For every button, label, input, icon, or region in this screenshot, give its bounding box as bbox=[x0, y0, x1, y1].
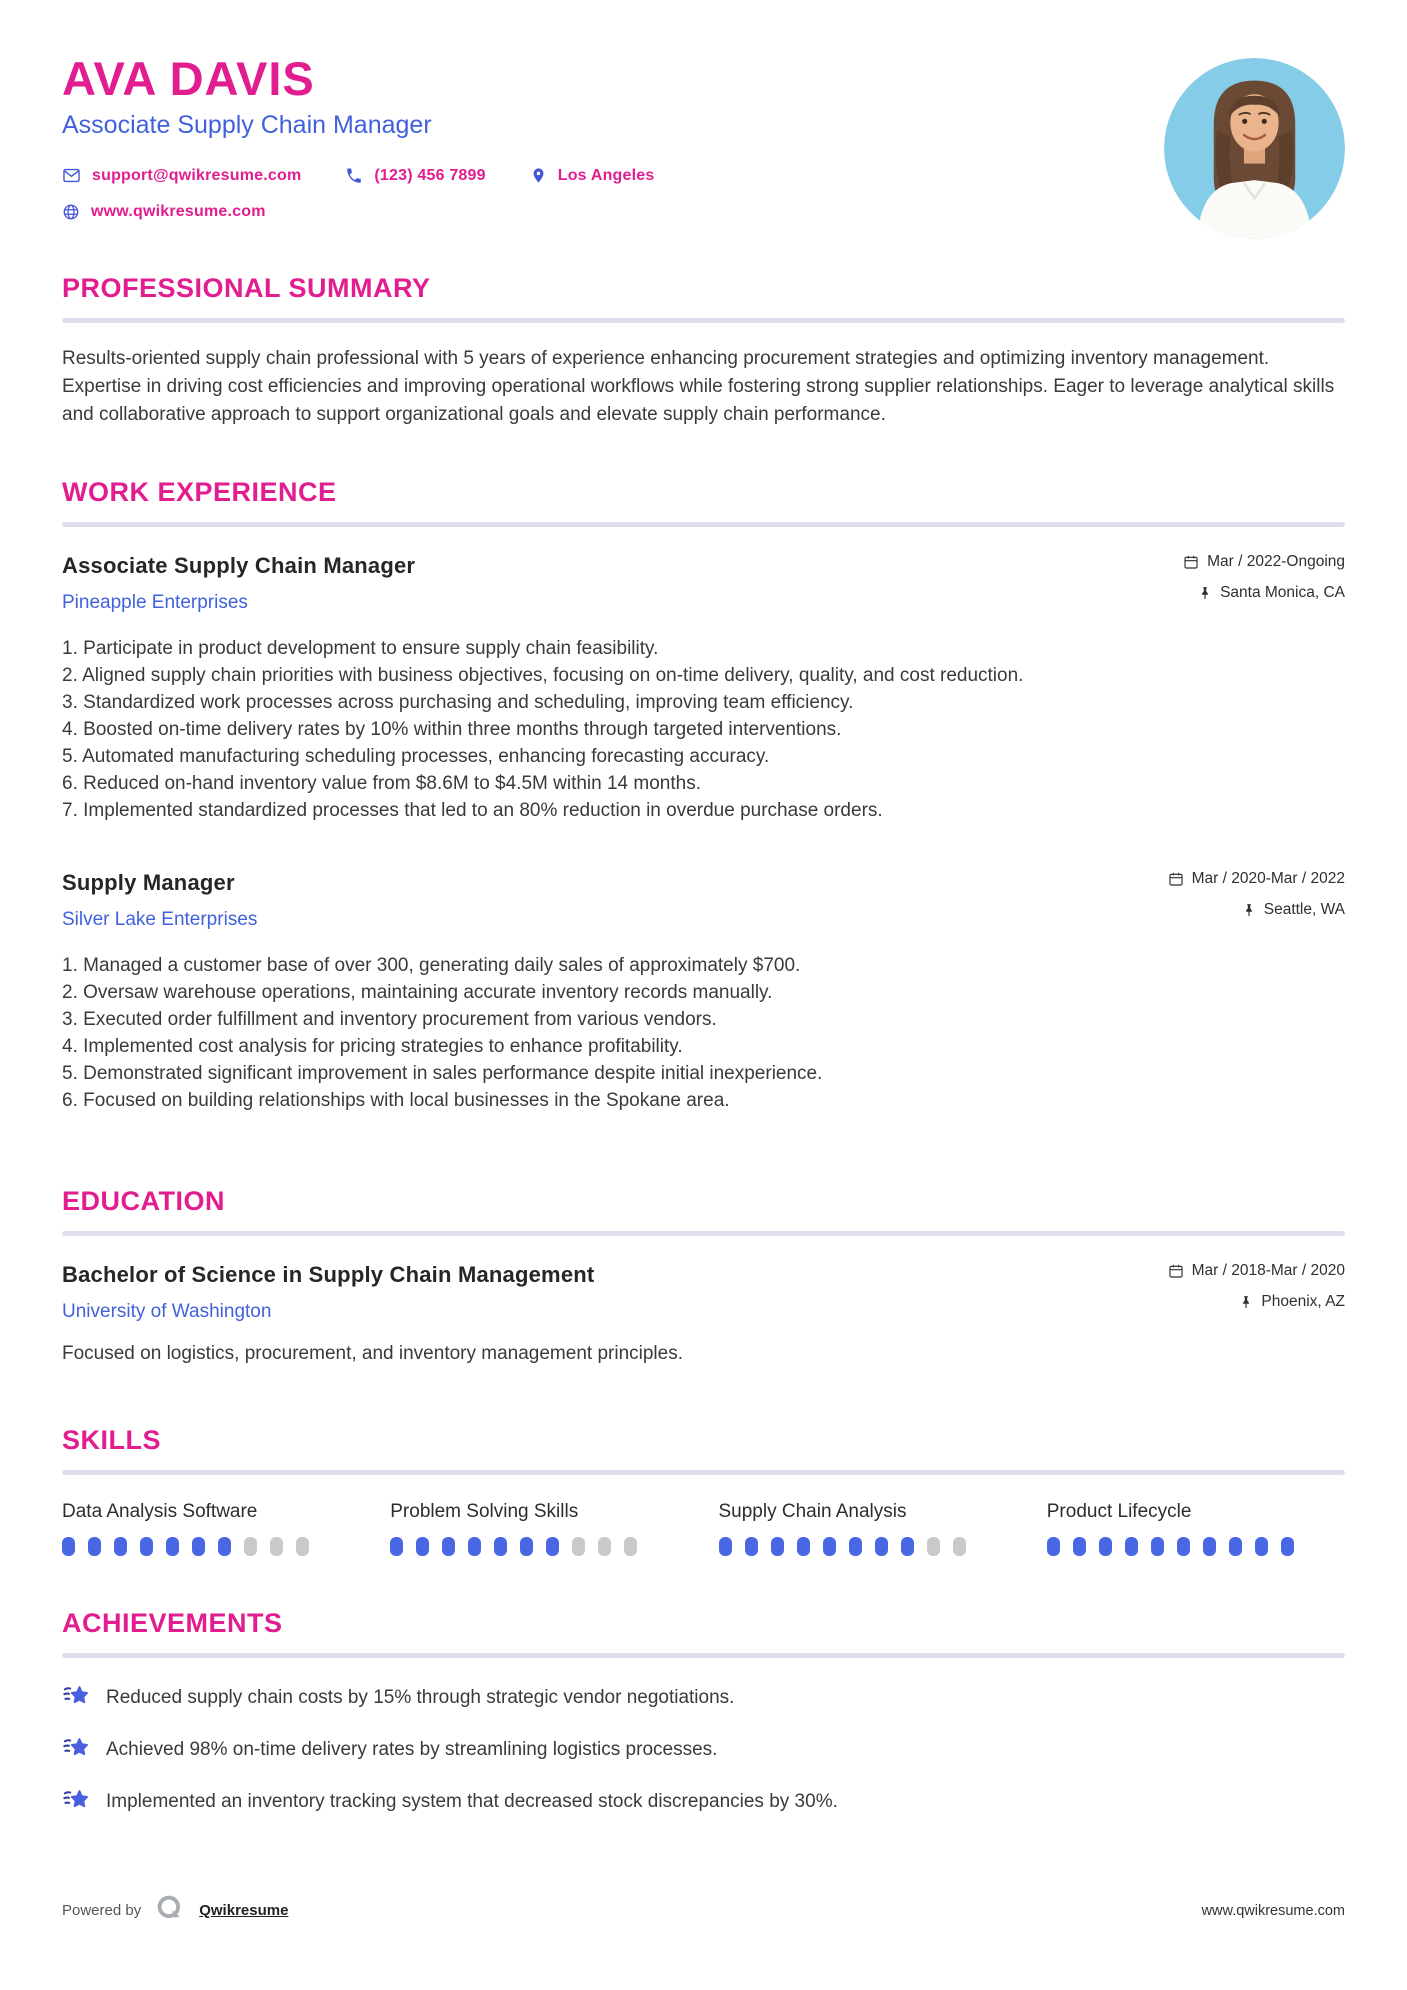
section-work-experience bbox=[62, 477, 1345, 1114]
phone-icon bbox=[345, 167, 363, 185]
achievement-item bbox=[62, 1734, 1345, 1766]
achievement-text: Achieved 98% on-time delivery rates by streamlining logistics processes. bbox=[106, 1739, 718, 1761]
rating-dot-filled bbox=[468, 1537, 481, 1556]
email-text: support@qwikresume.com bbox=[92, 166, 302, 184]
rating-dot-filled bbox=[1151, 1537, 1164, 1556]
education-entry bbox=[62, 1262, 1345, 1365]
rating-dot-empty bbox=[296, 1537, 309, 1556]
rating-dot-filled bbox=[114, 1537, 127, 1556]
job-entry bbox=[62, 553, 1345, 824]
map-pin-icon bbox=[530, 167, 547, 184]
calendar-icon bbox=[1168, 871, 1184, 887]
page-footer bbox=[62, 1893, 1345, 1928]
skill-rating bbox=[62, 1537, 360, 1556]
rating-dot-filled bbox=[88, 1537, 101, 1556]
job-point: Focused on building relationships with local businesses in the Spokane area. bbox=[83, 1090, 730, 1112]
candidate-name: AVA DAVIS bbox=[62, 52, 315, 105]
job-location: Santa Monica, CA bbox=[1183, 584, 1345, 602]
skills-grid bbox=[62, 1501, 1345, 1556]
envelope-icon bbox=[62, 166, 81, 185]
rating-dot-empty bbox=[624, 1537, 637, 1556]
achievement-text: Reduced supply chain costs by 15% through strategic vendor negotiations. bbox=[106, 1687, 735, 1709]
rating-dot-filled bbox=[1229, 1537, 1242, 1556]
section-heading-achievements: ACHIEVEMENTS bbox=[62, 1608, 283, 1639]
skill-rating bbox=[1047, 1537, 1345, 1556]
location-contact bbox=[530, 167, 655, 185]
location-text: Los Angeles bbox=[557, 166, 655, 184]
shooting-star-icon bbox=[62, 1682, 89, 1714]
rating-dot-filled bbox=[442, 1537, 455, 1556]
job-company: Silver Lake Enterprises bbox=[62, 909, 258, 931]
rating-dot-filled bbox=[1047, 1537, 1060, 1556]
rating-dot-filled bbox=[62, 1537, 75, 1556]
rating-dot-empty bbox=[927, 1537, 940, 1556]
phone-text: (123) 456 7899 bbox=[374, 166, 486, 184]
job-location: Seattle, WA bbox=[1168, 901, 1345, 919]
calendar-icon bbox=[1168, 1263, 1184, 1279]
rating-dot-filled bbox=[494, 1537, 507, 1556]
rating-dot-filled bbox=[192, 1537, 205, 1556]
candidate-job-title: Associate Supply Chain Manager bbox=[62, 111, 432, 140]
shooting-star-icon bbox=[62, 1734, 89, 1766]
job-point: Boosted on-time delivery rates by 10% within three months through targeted interventions. bbox=[83, 719, 842, 741]
section-education bbox=[62, 1186, 1345, 1365]
rating-dot-filled bbox=[719, 1537, 732, 1556]
rating-dot-empty bbox=[953, 1537, 966, 1556]
job-points-list bbox=[62, 952, 1345, 1114]
contact-row-1 bbox=[62, 166, 1345, 185]
section-heading-professional-summary: PROFESSIONAL SUMMARY bbox=[62, 273, 431, 304]
education-description: Focused on logistics, procurement, and inventory management principles. bbox=[62, 1343, 683, 1365]
rating-dot-filled bbox=[218, 1537, 231, 1556]
rating-dot-filled bbox=[875, 1537, 888, 1556]
rating-dot-filled bbox=[416, 1537, 429, 1556]
email-contact[interactable] bbox=[62, 166, 301, 185]
rating-dot-empty bbox=[244, 1537, 257, 1556]
website-text: www.qwikresume.com bbox=[91, 203, 266, 221]
skill-rating bbox=[719, 1537, 1017, 1556]
degree-title: Bachelor of Science in Supply Chain Management bbox=[62, 1262, 595, 1288]
rating-dot-filled bbox=[1099, 1537, 1112, 1556]
job-point: Reduced on-hand inventory value from $8.6M to $4.5M within 14 months. bbox=[83, 773, 701, 795]
job-point: Executed order fulfillment and inventory procurement from various vendors. bbox=[83, 1009, 717, 1031]
summary-text: Results-oriented supply chain professional with 5 years of experience enhancing procurement strategies and optimizing inventory management. Expertise in driving cost efficiencies and improving operational workflows while fostering strong supplier relationships. Eager to leverage analytical skills and collaborative approach to support organizational goals and elevate supply chain performance. bbox=[62, 348, 1335, 426]
rating-dot-filled bbox=[546, 1537, 559, 1556]
job-dates: Mar / 2020-Mar / 2022 bbox=[1168, 870, 1345, 888]
section-heading-skills: SKILLS bbox=[62, 1425, 162, 1456]
section-achievements bbox=[62, 1608, 1345, 1818]
qwikresume-link[interactable]: Qwikresume bbox=[199, 1902, 289, 1919]
section-professional-summary bbox=[62, 273, 1345, 429]
pushpin-icon bbox=[1239, 1295, 1253, 1309]
education-location: Phoenix, AZ bbox=[1168, 1293, 1345, 1311]
skill-item bbox=[1047, 1501, 1345, 1556]
section-divider bbox=[62, 522, 1345, 527]
achievement-item bbox=[62, 1786, 1345, 1818]
globe-icon bbox=[62, 203, 80, 221]
job-point: Implemented standardized processes that led to an 80% reduction in overdue purchase orders. bbox=[83, 800, 883, 822]
resume-header bbox=[62, 54, 1345, 221]
shooting-star-icon bbox=[62, 1786, 89, 1818]
rating-dot-filled bbox=[1203, 1537, 1216, 1556]
section-divider bbox=[62, 1231, 1345, 1236]
rating-dot-filled bbox=[166, 1537, 179, 1556]
section-divider bbox=[62, 1653, 1345, 1658]
school-name: University of Washington bbox=[62, 1301, 272, 1323]
job-point: Aligned supply chain priorities with business objectives, focusing on on-time delivery, quality, and cost reduction. bbox=[82, 665, 1024, 687]
phone-contact[interactable] bbox=[345, 167, 485, 185]
achievements-list bbox=[62, 1682, 1345, 1818]
contact-row-2 bbox=[62, 203, 1345, 221]
rating-dot-filled bbox=[745, 1537, 758, 1556]
job-point: Implemented cost analysis for pricing strategies to enhance profitability. bbox=[83, 1036, 683, 1058]
skill-item bbox=[390, 1501, 688, 1556]
profile-photo bbox=[1164, 58, 1345, 239]
section-heading-education: EDUCATION bbox=[62, 1186, 225, 1217]
job-point: Oversaw warehouse operations, maintaining accurate inventory records manually. bbox=[83, 982, 773, 1004]
skill-name: Problem Solving Skills bbox=[390, 1501, 579, 1523]
job-company: Pineapple Enterprises bbox=[62, 592, 248, 614]
job-point: Standardized work processes across purchasing and scheduling, improving team efficiency. bbox=[83, 692, 854, 714]
rating-dot-filled bbox=[1255, 1537, 1268, 1556]
rating-dot-filled bbox=[1177, 1537, 1190, 1556]
education-dates: Mar / 2018-Mar / 2020 bbox=[1168, 1262, 1345, 1280]
calendar-icon bbox=[1183, 554, 1199, 570]
rating-dot-filled bbox=[901, 1537, 914, 1556]
job-entry bbox=[62, 870, 1345, 1114]
footer-website: www.qwikresume.com bbox=[1201, 1902, 1345, 1919]
website-contact[interactable] bbox=[62, 203, 266, 221]
rating-dot-filled bbox=[1073, 1537, 1086, 1556]
achievement-text: Implemented an inventory tracking system that decreased stock discrepancies by 30%. bbox=[106, 1791, 838, 1813]
skill-name: Data Analysis Software bbox=[62, 1501, 258, 1523]
job-dates: Mar / 2022-Ongoing bbox=[1183, 553, 1345, 571]
section-divider bbox=[62, 1470, 1345, 1475]
job-point: Participate in product development to ensure supply chain feasibility. bbox=[83, 638, 659, 660]
skill-name: Product Lifecycle bbox=[1046, 1501, 1192, 1523]
qwikresume-logo-icon bbox=[155, 1893, 185, 1928]
job-title: Supply Manager bbox=[62, 870, 235, 896]
section-divider bbox=[62, 318, 1345, 323]
rating-dot-empty bbox=[598, 1537, 611, 1556]
rating-dot-empty bbox=[572, 1537, 585, 1556]
skill-item bbox=[62, 1501, 360, 1556]
rating-dot-filled bbox=[823, 1537, 836, 1556]
rating-dot-filled bbox=[771, 1537, 784, 1556]
job-point: Managed a customer base of over 300, generating daily sales of approximately $700. bbox=[83, 955, 801, 977]
rating-dot-filled bbox=[140, 1537, 153, 1556]
job-point: Automated manufacturing scheduling processes, enhancing forecasting accuracy. bbox=[82, 746, 770, 768]
rating-dot-filled bbox=[849, 1537, 862, 1556]
job-point: Demonstrated significant improvement in sales performance despite initial inexperience. bbox=[83, 1063, 823, 1085]
rating-dot-empty bbox=[270, 1537, 283, 1556]
rating-dot-filled bbox=[1125, 1537, 1138, 1556]
pushpin-icon bbox=[1198, 586, 1212, 600]
powered-by-label: Powered by bbox=[62, 1902, 142, 1919]
job-title: Associate Supply Chain Manager bbox=[62, 553, 416, 579]
achievement-item bbox=[62, 1682, 1345, 1714]
section-heading-work-experience: WORK EXPERIENCE bbox=[62, 477, 337, 508]
rating-dot-filled bbox=[1281, 1537, 1294, 1556]
skill-rating bbox=[390, 1537, 688, 1556]
job-points-list bbox=[62, 635, 1345, 824]
rating-dot-filled bbox=[390, 1537, 403, 1556]
skill-name: Supply Chain Analysis bbox=[718, 1501, 907, 1523]
pushpin-icon bbox=[1242, 903, 1256, 917]
section-skills bbox=[62, 1425, 1345, 1556]
rating-dot-filled bbox=[797, 1537, 810, 1556]
skill-item bbox=[719, 1501, 1017, 1556]
rating-dot-filled bbox=[520, 1537, 533, 1556]
